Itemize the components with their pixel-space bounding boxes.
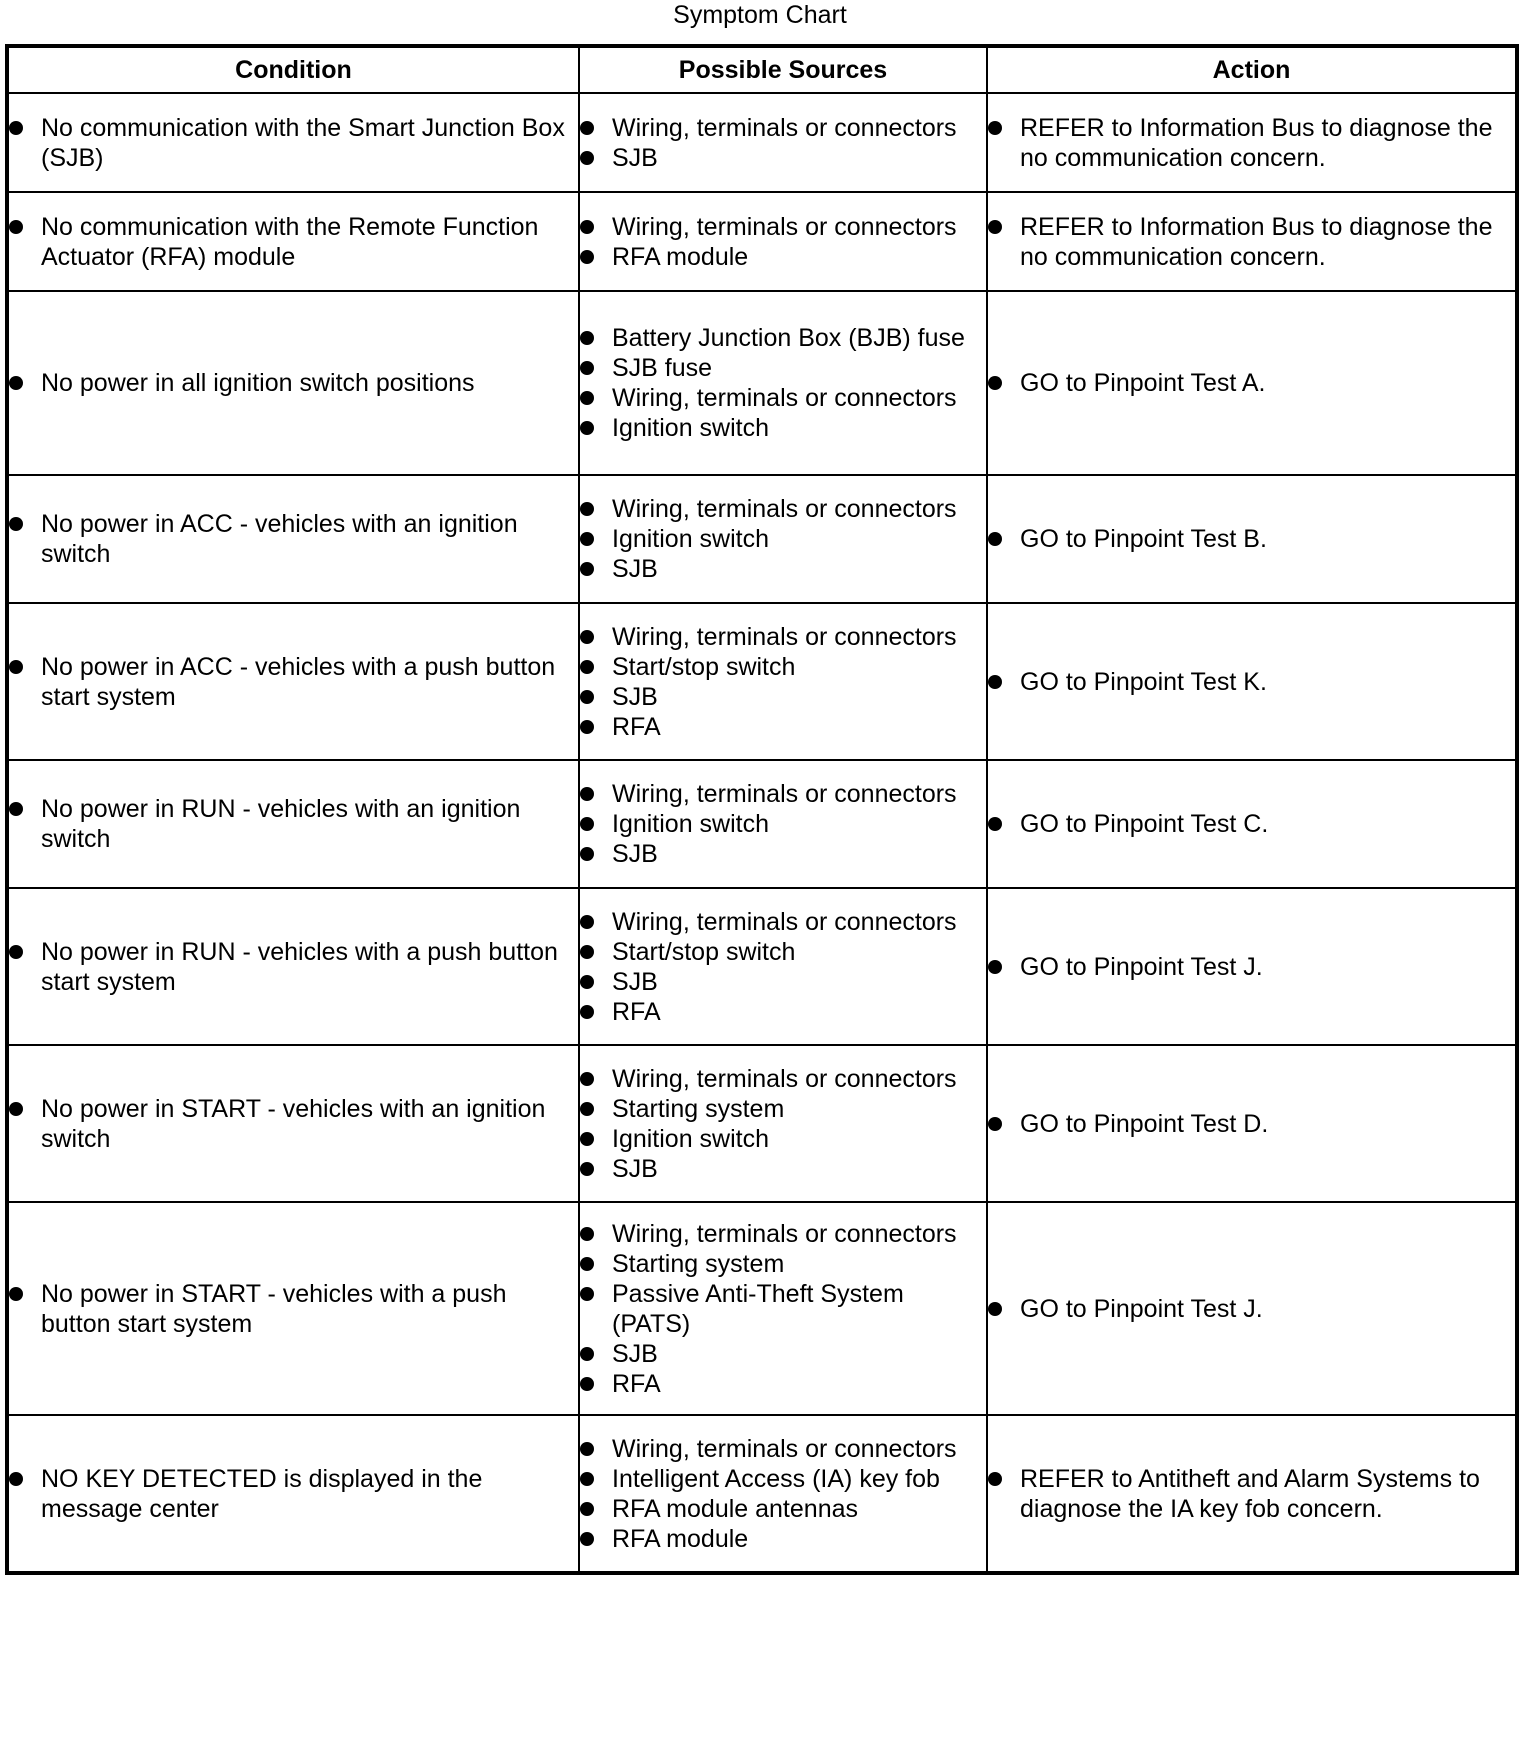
bullet-icon [580,1532,594,1546]
source-item [580,413,986,443]
bullet-icon [9,376,23,390]
source-item [580,113,986,143]
table-row [7,291,1517,475]
source-item [580,839,986,869]
source-item [580,1434,986,1464]
possible-sources-cell [579,1202,987,1415]
action-cell [987,475,1517,603]
source-text: Wiring, terminals or connectors [612,1219,957,1248]
bullet-icon [580,720,594,734]
source-item [580,524,986,554]
action-text: GO to Pinpoint Test J. [1020,1294,1263,1323]
bullet-icon [580,1227,594,1241]
bullet-icon [580,1005,594,1019]
action-cell [987,760,1517,888]
bullet-icon [988,1302,1002,1316]
condition-cell [7,1202,579,1415]
action-cell [987,1202,1517,1415]
condition-text: No power in RUN - vehicles with a push button start system [41,937,558,996]
condition-text: No power in ACC - vehicles with an ignition switch [41,510,518,568]
action-text: GO to Pinpoint Test J. [1020,952,1263,981]
bullet-icon [9,660,23,674]
possible-sources-cell [579,291,987,475]
source-item [580,779,986,809]
condition-text: No power in START - vehicles with a push button start system [41,1279,507,1338]
source-text: Wiring, terminals or connectors [612,1064,957,1093]
source-item [580,242,986,272]
source-item [580,622,986,652]
sources-list [580,1219,986,1399]
action-cell [987,291,1517,475]
bullet-icon [580,945,594,959]
bullet-icon [580,1502,594,1516]
action-text: REFER to Antitheft and Alarm Systems to diagnose the IA key fob concern. [1020,1464,1480,1523]
bullet-icon [988,220,1002,234]
bullet-icon [580,915,594,929]
bullet-icon [580,220,594,234]
source-text: Ignition switch [612,525,770,553]
bullet-icon [580,361,594,375]
chart-caption: Symptom Chart [673,1,847,29]
sources-list [580,1064,986,1184]
source-item [580,997,986,1027]
source-item [580,323,986,353]
condition-text: No power in RUN - vehicles with an ignition switch [41,795,521,853]
bullet-icon [988,1472,1002,1486]
source-text: Battery Junction Box (BJB) fuse [612,324,965,352]
source-text: Ignition switch [612,810,770,838]
sources-list [580,1434,986,1554]
table-row [7,760,1517,888]
source-text: Wiring, terminals or connectors [612,907,957,936]
source-text: Wiring, terminals or connectors [612,113,957,142]
table-row [7,192,1517,291]
source-text: Ignition switch [612,414,770,442]
condition-text: No communication with the Remote Function Actuator (RFA) module [41,212,539,271]
source-item [580,652,986,682]
source-text: Starting system [612,1249,785,1278]
source-text: SJB [612,555,658,583]
table-row [7,475,1517,603]
source-item [580,937,986,967]
source-text: SJB [612,682,658,711]
source-text: Wiring, terminals or connectors [612,622,957,651]
table-row [7,888,1517,1045]
source-item [580,1094,986,1124]
bullet-icon [9,802,23,816]
source-text: Wiring, terminals or connectors [612,495,957,523]
table-row [7,1415,1517,1573]
sources-list [580,779,986,869]
source-item [580,907,986,937]
condition-text: No power in ACC - vehicles with a push button start system [41,652,556,711]
bullet-icon [580,1347,594,1361]
bullet-icon [580,660,594,674]
source-text: Start/stop switch [612,652,796,681]
source-text: SJB [612,143,658,172]
source-text: RFA [612,997,661,1026]
bullet-icon [9,517,23,531]
sources-list [580,907,986,1027]
source-item [580,682,986,712]
condition-cell [7,93,579,192]
condition-cell [7,1045,579,1202]
sources-list [580,323,986,443]
bullet-icon [988,121,1002,135]
action-text: GO to Pinpoint Test K. [1020,667,1267,696]
source-item [580,809,986,839]
source-text: Wiring, terminals or connectors [612,1434,957,1463]
header-possible-sources: Possible Sources [579,46,987,93]
condition-text: No communication with the Smart Junction Box (SJB) [41,113,565,172]
condition-cell [7,888,579,1045]
source-text: SJB [612,840,658,868]
condition-text: No power in START - vehicles with an ignition switch [41,1094,546,1153]
bullet-icon [580,1442,594,1456]
bullet-icon [988,960,1002,974]
source-text: Start/stop switch [612,937,796,966]
source-item [580,1369,986,1399]
possible-sources-cell [579,760,987,888]
bullet-icon [580,1377,594,1391]
action-cell [987,192,1517,291]
bullet-icon [580,391,594,405]
action-text: GO to Pinpoint Test B. [1020,525,1267,553]
bullet-icon [580,121,594,135]
bullet-icon [580,532,594,546]
sources-list [580,212,986,272]
source-item [580,1524,986,1554]
condition-cell [7,1415,579,1573]
bullet-icon [580,151,594,165]
bullet-icon [988,1117,1002,1131]
header-action: Action [987,46,1517,93]
action-cell [987,93,1517,192]
bullet-icon [580,1287,594,1301]
condition-cell [7,760,579,888]
source-item [580,967,986,997]
action-text: GO to Pinpoint Test A. [1020,369,1266,397]
source-item [580,1154,986,1184]
source-text: SJB [612,1339,658,1368]
bullet-icon [580,630,594,644]
bullet-icon [580,562,594,576]
source-text: RFA module antennas [612,1494,858,1523]
condition-cell [7,475,579,603]
source-item [580,143,986,173]
action-text: GO to Pinpoint Test C. [1020,810,1269,838]
possible-sources-cell [579,93,987,192]
source-item [580,353,986,383]
sources-list [580,113,986,173]
source-item [580,554,986,584]
source-item [580,383,986,413]
symptom-chart-table [5,44,1519,1575]
bullet-icon [9,1472,23,1486]
bullet-icon [580,817,594,831]
bullet-icon [988,376,1002,390]
source-item [580,1249,986,1279]
bullet-icon [988,817,1002,831]
source-text: SJB [612,967,658,996]
chart-body [7,93,1517,1573]
bullet-icon [580,690,594,704]
bullet-icon [580,1472,594,1486]
bullet-icon [580,502,594,516]
action-text: REFER to Information Bus to diagnose the no communication concern. [1020,212,1493,271]
source-text: SJB [612,1154,658,1183]
possible-sources-cell [579,192,987,291]
bullet-icon [580,1132,594,1146]
condition-cell [7,192,579,291]
action-cell [987,1045,1517,1202]
bullet-icon [580,1257,594,1271]
source-item [580,494,986,524]
bullet-icon [9,1102,23,1116]
possible-sources-cell [579,475,987,603]
table-row [7,1202,1517,1415]
source-item [580,1464,986,1494]
source-text: Intelligent Access (IA) key fob [612,1464,940,1493]
bullet-icon [580,250,594,264]
condition-cell [7,291,579,475]
source-text: Wiring, terminals or connectors [612,384,957,412]
bullet-icon [9,220,23,234]
bullet-icon [580,1162,594,1176]
possible-sources-cell [579,1415,987,1573]
table-row [7,1045,1517,1202]
source-item [580,1064,986,1094]
bullet-icon [9,121,23,135]
possible-sources-cell [579,888,987,1045]
source-text: RFA module [612,1524,749,1553]
source-item [580,1279,986,1339]
source-item [580,1339,986,1369]
action-cell [987,888,1517,1045]
source-text: Passive Anti-Theft System (PATS) [612,1279,904,1338]
sources-list [580,494,986,584]
bullet-icon [580,787,594,801]
action-text: GO to Pinpoint Test D. [1020,1109,1269,1138]
source-text: RFA [612,1369,661,1398]
source-item [580,1494,986,1524]
bullet-icon [580,847,594,861]
bullet-icon [580,1102,594,1116]
possible-sources-cell [579,1045,987,1202]
source-text: RFA [612,712,661,741]
source-item [580,1124,986,1154]
bullet-icon [988,532,1002,546]
bullet-icon [580,1072,594,1086]
source-text: Starting system [612,1094,785,1123]
source-item [580,1219,986,1249]
source-item [580,712,986,742]
table-row [7,603,1517,760]
bullet-icon [580,421,594,435]
condition-text: NO KEY DETECTED is displayed in the message center [41,1464,483,1523]
source-item [580,212,986,242]
action-text: REFER to Information Bus to diagnose the no communication concern. [1020,113,1493,172]
action-cell [987,1415,1517,1573]
action-cell [987,603,1517,760]
bullet-icon [580,331,594,345]
bullet-icon [9,1287,23,1301]
header-condition: Condition [7,46,579,93]
source-text: Ignition switch [612,1124,770,1153]
bullet-icon [9,945,23,959]
header-row [7,46,1517,93]
bullet-icon [580,975,594,989]
source-text: RFA module [612,242,749,271]
source-text: Wiring, terminals or connectors [612,212,957,241]
condition-text: No power in all ignition switch positions [41,369,475,397]
bullet-icon [988,675,1002,689]
condition-cell [7,603,579,760]
table-row [7,93,1517,192]
sources-list [580,622,986,742]
possible-sources-cell [579,603,987,760]
source-text: SJB fuse [612,354,713,382]
source-text: Wiring, terminals or connectors [612,780,957,808]
